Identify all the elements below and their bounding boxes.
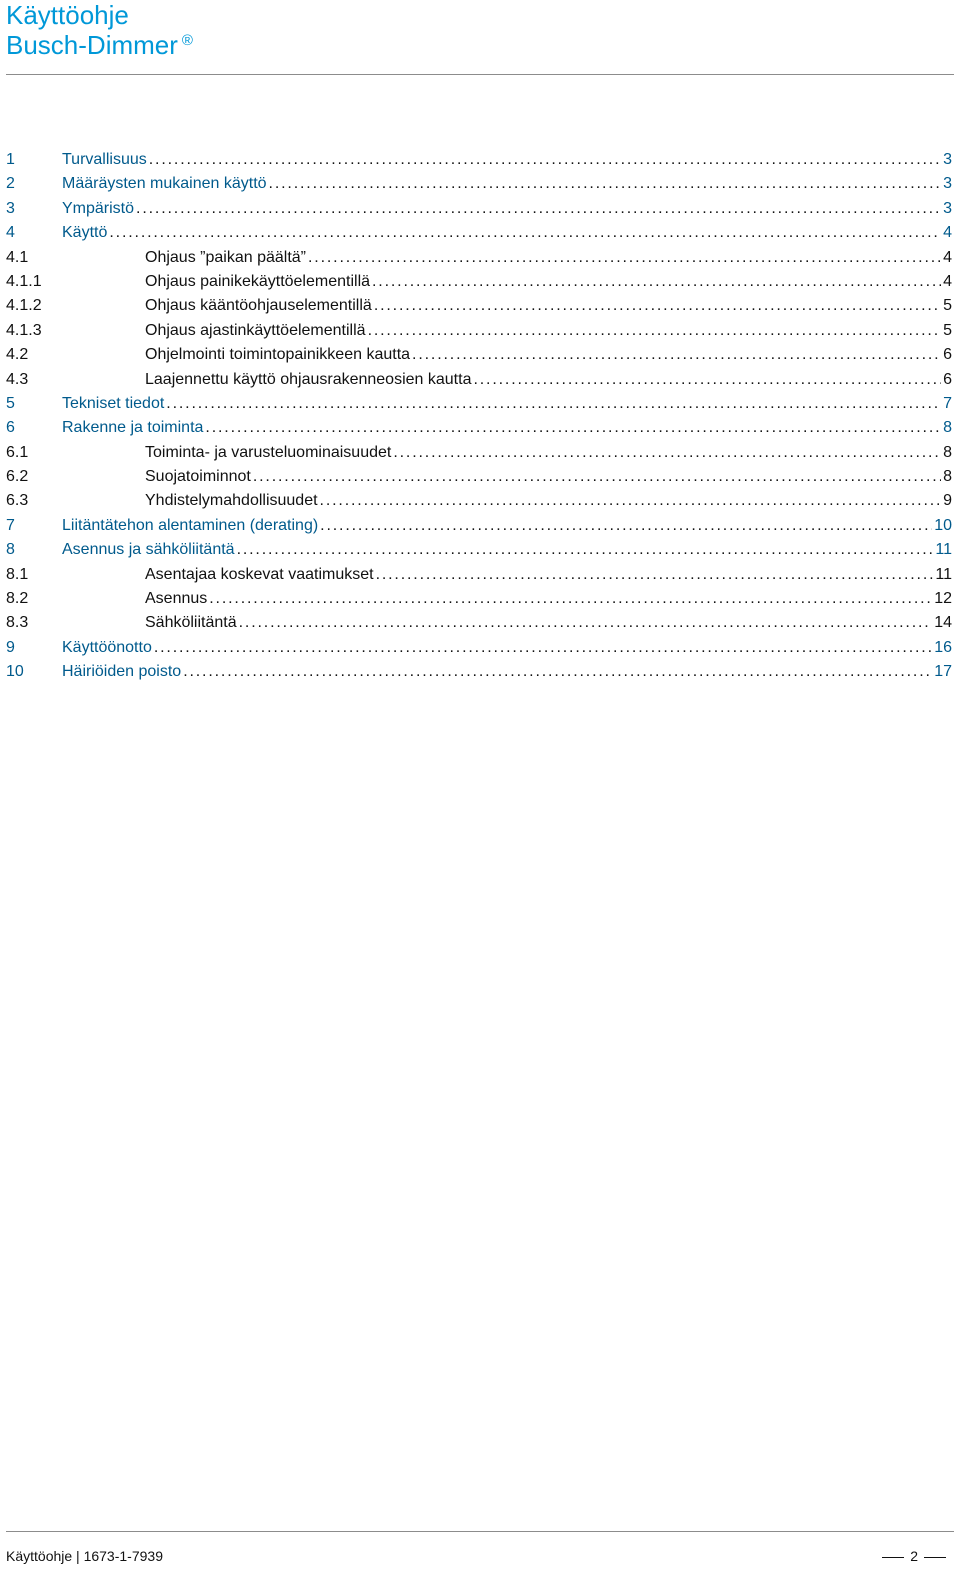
toc-entry-page: 4	[943, 272, 952, 290]
footer-document-info: Käyttöohje | 1673-1-7939	[6, 1548, 163, 1564]
registered-mark: ®	[181, 32, 193, 49]
toc-entry-page: 17	[934, 663, 952, 681]
footer-rule	[6, 1531, 954, 1532]
toc-entry-page: 8	[943, 468, 952, 486]
toc-entry-number: 8	[6, 541, 15, 559]
toc-entry-number: 2	[6, 175, 15, 193]
toc-entry-number: 3	[6, 199, 15, 217]
toc-entry[interactable]	[6, 416, 952, 440]
toc-entry-page: 12	[934, 590, 952, 608]
toc-entry-number: 7	[6, 516, 15, 534]
toc-entry-number: 4	[6, 224, 15, 242]
toc-dot-leader	[183, 660, 932, 684]
toc-entry-page: 11	[935, 565, 952, 583]
toc-entry-page: 9	[943, 492, 952, 510]
toc-entry-title[interactable]: Määräysten mukainen käyttö	[62, 175, 267, 193]
toc-dot-leader	[253, 465, 941, 489]
product-name: Busch-Dimmer	[6, 30, 178, 60]
toc-entry[interactable]	[6, 368, 952, 392]
toc-dot-leader	[320, 489, 942, 513]
toc-entry-number: 5	[6, 394, 15, 412]
toc-entry-line	[145, 343, 952, 367]
toc-entry-number: 4.2	[6, 346, 29, 364]
toc-dot-leader	[372, 270, 941, 294]
toc-entry-number: 4.1	[6, 248, 29, 266]
toc-entry-page: 3	[943, 199, 952, 217]
footer-page-number-group	[876, 1548, 952, 1564]
toc-entry-number: 4.1.3	[6, 321, 42, 339]
toc-entry-line	[145, 246, 952, 270]
toc-entry-title[interactable]: Sähköliitäntä	[145, 614, 237, 632]
toc-entry-page: 4	[943, 248, 952, 266]
toc-entry-page: 3	[943, 151, 952, 168]
toc-entry[interactable]	[6, 587, 952, 611]
toc-entry-title[interactable]: Ohjaus kääntöohjauselementillä	[145, 297, 372, 315]
toc-entry-title[interactable]: Suojatoiminnot	[145, 468, 251, 486]
toc-entry-page: 3	[943, 175, 952, 193]
toc-entry-page: 14	[934, 614, 952, 632]
toc-dot-leader	[154, 636, 932, 660]
toc-entry-line	[145, 294, 952, 318]
toc-entry-number: 4.3	[6, 370, 29, 388]
toc-entry[interactable]	[6, 221, 952, 245]
toc-dot-leader	[136, 197, 941, 221]
toc-entry-number: 9	[6, 638, 15, 656]
toc-entry-title[interactable]: Asennus	[145, 590, 208, 608]
toc-entry[interactable]	[6, 246, 952, 270]
toc-entry-title[interactable]: Asennus ja sähköliitäntä	[62, 541, 235, 559]
toc-entry-title[interactable]: Liitäntätehon alentaminen (derating)	[62, 516, 319, 534]
toc-dot-leader	[269, 172, 942, 196]
toc-entry-page: 8	[943, 443, 952, 461]
toc-entry[interactable]	[6, 148, 952, 172]
toc-entry-title[interactable]: Turvallisuus	[62, 151, 147, 168]
toc-entry-line	[145, 611, 952, 635]
toc-entry-title[interactable]: Yhdistelymahdollisuudet	[145, 492, 318, 510]
toc-entry[interactable]	[6, 392, 952, 416]
toc-dot-leader	[149, 148, 941, 172]
toc-entry-title[interactable]: Tekniset tiedot	[62, 394, 165, 412]
toc-entry-title[interactable]: Asentajaa koskevat vaatimukset	[145, 565, 374, 583]
toc-entry[interactable]	[6, 197, 952, 221]
toc-entry-title[interactable]: Laajennettu käyttö ohjausrakenneosien kautta	[145, 370, 472, 388]
toc-entry[interactable]	[6, 294, 952, 318]
toc-entry-number: 4.1.2	[6, 297, 42, 315]
toc-entry-line	[145, 270, 952, 294]
toc-entry-line	[62, 148, 952, 172]
toc-entry-line	[62, 538, 952, 562]
toc-entry-page: 5	[943, 297, 952, 315]
toc-dot-leader	[166, 392, 941, 416]
toc-entry-line	[145, 587, 952, 611]
toc-entry-line	[62, 197, 952, 221]
toc-entry-title[interactable]: Toiminta- ja varusteluominaisuudet	[145, 443, 392, 461]
toc-entry-number: 10	[6, 663, 24, 681]
toc-entry-line	[145, 319, 952, 343]
toc-dot-leader	[473, 368, 941, 392]
toc-entry-page: 5	[943, 321, 952, 339]
toc-entry[interactable]	[6, 563, 952, 587]
toc-entry[interactable]	[6, 538, 952, 562]
toc-entry[interactable]	[6, 660, 952, 684]
toc-entry-title[interactable]: Ohjaus ”paikan päältä”	[145, 248, 306, 266]
toc-entry-title[interactable]: Käyttö	[62, 224, 108, 242]
toc-entry[interactable]	[6, 441, 952, 465]
toc-entry-line	[145, 563, 952, 587]
toc-dot-leader	[320, 514, 932, 538]
toc-entry-page: 6	[943, 370, 952, 388]
toc-entry-line	[62, 416, 952, 440]
toc-entry[interactable]	[6, 514, 952, 538]
toc-entry[interactable]	[6, 611, 952, 635]
toc-entry-page: 11	[935, 541, 952, 559]
toc-entry-line	[145, 465, 952, 489]
toc-entry-title[interactable]: Ympäristö	[62, 199, 135, 217]
table-of-contents	[6, 148, 952, 685]
toc-entry-line	[62, 514, 952, 538]
toc-entry-page: 7	[943, 394, 952, 412]
footer-dash-left	[882, 1557, 904, 1558]
toc-entry-page: 16	[934, 638, 952, 656]
document-header	[6, 0, 193, 60]
toc-dot-leader	[109, 221, 941, 245]
toc-dot-leader	[205, 416, 941, 440]
toc-entry[interactable]	[6, 343, 952, 367]
toc-entry-page: 4	[943, 224, 952, 242]
toc-dot-leader	[374, 294, 941, 318]
toc-entry-title[interactable]: Ohjelmointi toimintopainikkeen kautta	[145, 346, 411, 364]
toc-entry-line	[62, 660, 952, 684]
toc-entry-title[interactable]: Käyttöönotto	[62, 638, 152, 656]
toc-entry-number: 4.1.1	[6, 272, 42, 290]
toc-entry[interactable]	[6, 465, 952, 489]
toc-dot-leader	[209, 587, 932, 611]
footer-page-number: 2	[910, 1548, 918, 1564]
toc-entry-number: 6.2	[6, 468, 29, 486]
toc-entry-title[interactable]: Ohjaus painikekäyttöelementillä	[145, 272, 371, 290]
toc-dot-leader	[237, 538, 934, 562]
toc-entry-number: 1	[6, 151, 15, 168]
toc-dot-leader	[393, 441, 941, 465]
toc-entry-number: 6	[6, 419, 15, 437]
toc-entry-line	[62, 172, 952, 196]
toc-entry-line	[145, 489, 952, 513]
toc-entry[interactable]	[6, 172, 952, 196]
toc-dot-leader	[412, 343, 941, 367]
document-title: Käyttöohje	[6, 0, 129, 30]
toc-entry[interactable]	[6, 489, 952, 513]
toc-entry-page: 10	[934, 516, 952, 534]
toc-entry[interactable]	[6, 636, 952, 660]
toc-entry[interactable]	[6, 319, 952, 343]
toc-entry-line	[145, 368, 952, 392]
toc-entry-number: 6.3	[6, 492, 29, 510]
toc-entry-line	[62, 221, 952, 245]
header-rule	[6, 74, 954, 75]
toc-entry-line	[62, 392, 952, 416]
toc-dot-leader	[368, 319, 942, 343]
toc-entry-title[interactable]: Häiriöiden poisto	[62, 663, 182, 681]
toc-entry-line	[62, 636, 952, 660]
toc-entry-number: 8.3	[6, 614, 29, 632]
toc-entry-page: 8	[943, 419, 952, 437]
toc-entry-number: 8.1	[6, 565, 29, 583]
footer-dash-right	[924, 1557, 946, 1558]
toc-entry[interactable]	[6, 270, 952, 294]
toc-entry-number: 8.2	[6, 590, 29, 608]
toc-dot-leader	[376, 563, 934, 587]
product-name-line	[6, 30, 193, 60]
toc-entry-title[interactable]: Ohjaus ajastinkäyttöelementillä	[145, 321, 366, 339]
toc-dot-leader	[239, 611, 933, 635]
toc-entry-page: 6	[943, 346, 952, 364]
toc-entry-number: 6.1	[6, 443, 29, 461]
toc-entry-line	[145, 441, 952, 465]
toc-entry-title[interactable]: Rakenne ja toiminta	[62, 419, 204, 437]
toc-dot-leader	[308, 246, 941, 270]
